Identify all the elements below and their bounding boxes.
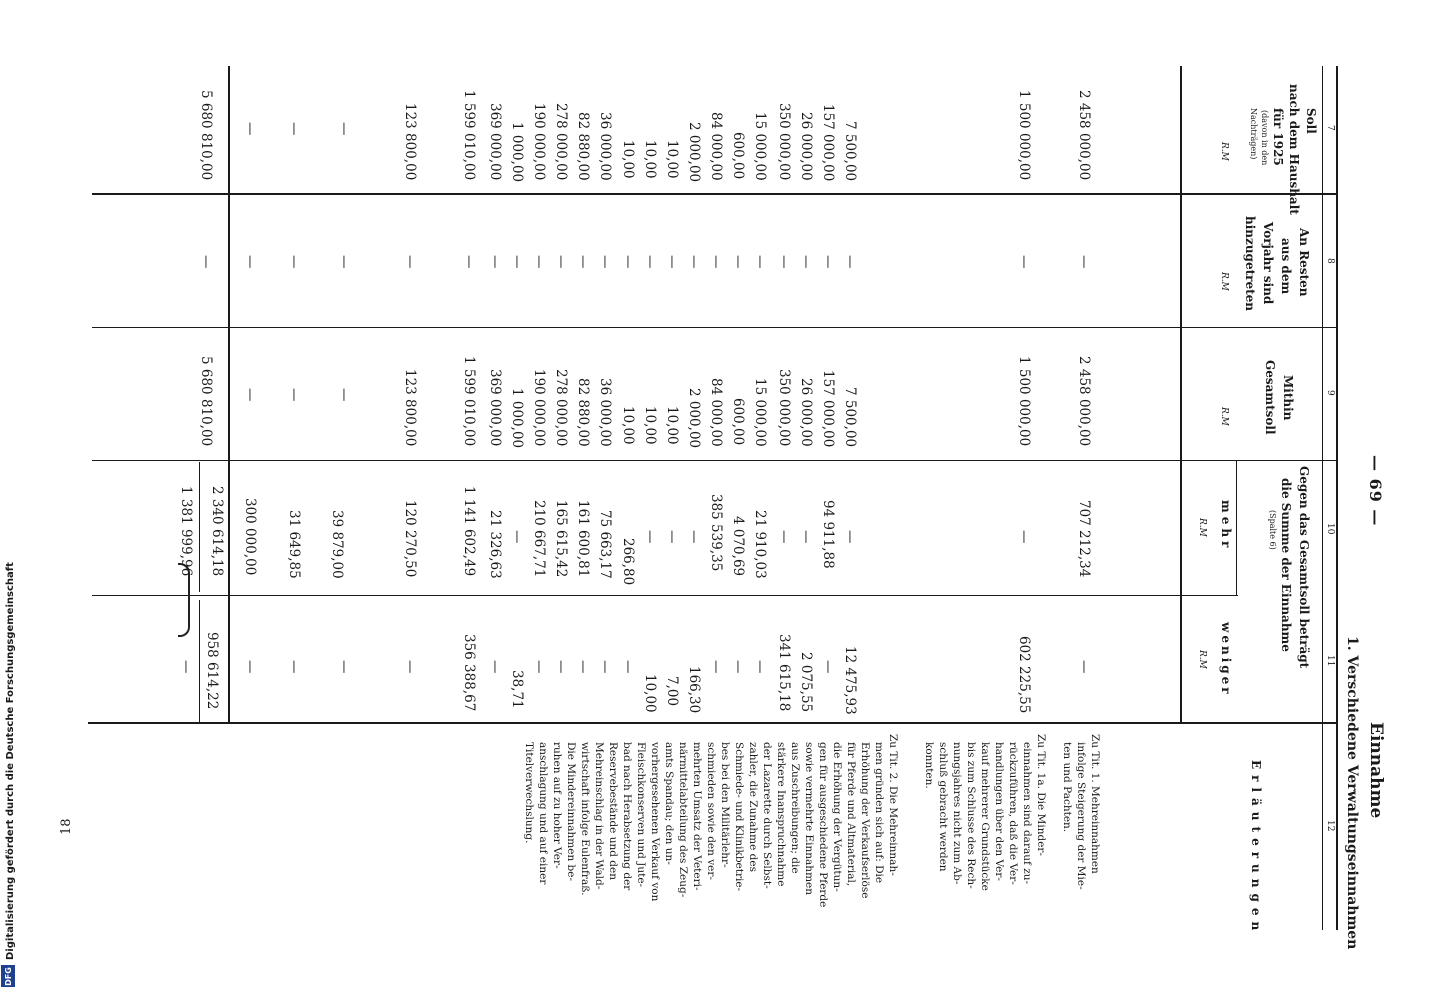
weniger-value: 38,71 — [509, 670, 525, 709]
mehr-net-balance: 1 381 999,96 — [178, 486, 194, 577]
note-line: Reservebestände und den — [607, 742, 619, 881]
col10-11-header-line-2: die Summe der Einnahme — [1279, 478, 1293, 652]
note-line: zahler, die Zunahme des — [747, 742, 759, 872]
gesamtsoll-total: 5 680 810,00 — [198, 356, 214, 447]
column-number-rule — [1322, 66, 1323, 930]
reste-value: — — [286, 255, 302, 269]
weniger-value: — — [752, 660, 768, 674]
column-number-12: 12 — [1325, 820, 1335, 832]
gesamtsoll-value: 278 000,00 — [553, 369, 569, 447]
note-line: handlungen über den Ver- — [993, 742, 1005, 881]
gesamtsoll-value: 350 000,00 — [776, 369, 792, 447]
column-rule-11-12 — [88, 722, 1338, 724]
note-line: Zu Tit. 2. Die Mehreinnah- — [887, 734, 899, 876]
col8-unit: R.M — [1219, 272, 1229, 291]
note-line: einnahmen sind darauf zu- — [1021, 742, 1033, 885]
col8-header-line-3: Vorjahr sind — [1261, 222, 1275, 305]
note-line: Titelverwechslung. — [523, 742, 535, 844]
gesamtsoll-value: 36 000,00 — [597, 378, 613, 447]
col7-unit: R.M — [1219, 142, 1229, 161]
gesamtsoll-value: 1 500 000,00 — [1016, 356, 1032, 447]
soll-value: — — [286, 122, 302, 136]
note-line: Zu Tit. 1a. Die Minder- — [1035, 734, 1047, 856]
soll-value: 26 000,00 — [798, 112, 814, 181]
mehr-value: 161 600,81 — [575, 500, 591, 578]
reste-value: — — [575, 255, 591, 269]
soll-value: 278 000,00 — [553, 103, 569, 181]
mehr-value: — — [642, 530, 658, 544]
weniger-value: — — [553, 660, 569, 674]
soll-value: — — [242, 122, 258, 136]
column-number-7: 7 — [1325, 125, 1335, 131]
reste-value: — — [336, 255, 352, 269]
soll-value: 15 000,00 — [752, 112, 768, 181]
reste-value: — — [531, 255, 547, 269]
weniger-value: — — [1076, 660, 1092, 674]
note-line: närmittelabteilung des Zeug- — [677, 742, 689, 898]
weniger-subtotal: 958 614,22 — [204, 632, 220, 710]
mehr-value: 165 615,42 — [553, 500, 569, 578]
note-line: wirtschaft infolge Eulenfraß. — [579, 742, 591, 896]
col8-header-line-2: aus dem — [1279, 238, 1293, 295]
mehr-subtotal-rule — [199, 462, 200, 592]
col8-header-line-1: An Resten — [1297, 228, 1311, 297]
soll-value: 190 000,00 — [531, 103, 547, 181]
soll-value: 123 800,00 — [402, 103, 418, 181]
reste-total: — — [198, 255, 214, 269]
note-line: bes bei den Militärlehr- — [719, 742, 731, 868]
soll-value: 10,00 — [620, 140, 636, 179]
weniger-value: — — [730, 660, 746, 674]
note-line: konnten. — [923, 742, 935, 789]
gesamtsoll-value: 7 500,00 — [842, 387, 858, 448]
soll-value: 600,00 — [730, 132, 746, 180]
column-number-9: 9 — [1325, 390, 1335, 396]
sheet-number: 18 — [59, 818, 74, 835]
reste-value: — — [1016, 255, 1032, 269]
gesamtsoll-value: 600,00 — [730, 398, 746, 446]
reste-value: — — [487, 255, 503, 269]
mehr-value: 385 539,35 — [708, 494, 724, 572]
note-line: schmieden sowie den ver- — [705, 742, 717, 880]
mehr-value: 21 326,63 — [487, 510, 503, 579]
note-line: schluß gebracht werden — [937, 742, 949, 872]
note-line: Mehreinschlag in der Wald- — [593, 742, 605, 890]
note-line: bis zum Schlusse des Rech- — [965, 742, 977, 889]
reste-value: — — [461, 255, 477, 269]
gesamtsoll-value: 84 000,00 — [708, 378, 724, 447]
note-line: Schmiede- und Klinikbetrie- — [733, 742, 745, 892]
mehr-value: 210 667,71 — [531, 500, 547, 578]
mehr-value: 39 879,00 — [329, 510, 345, 579]
section-title: Einnahme — [1366, 722, 1386, 819]
col7-header-line-5: Nachträgen) — [1249, 108, 1258, 160]
col8-header-line-4: hinzugetreten — [1243, 216, 1257, 311]
note-line: anschlagung und auf einer — [537, 742, 549, 885]
weniger-value: 12 475,93 — [842, 646, 858, 715]
weniger-value: 356 388,67 — [461, 634, 477, 712]
col9-unit: R.M — [1219, 407, 1229, 426]
col7-header-line-2: nach dem Haushalt — [1287, 84, 1301, 215]
mehr-value: — — [1016, 530, 1032, 544]
soll-total: 5 680 810,00 — [198, 90, 214, 181]
column-rule-8-9 — [92, 327, 1338, 328]
soll-value: 10,00 — [664, 140, 680, 179]
weniger-value: — — [531, 660, 547, 674]
weniger-value: — — [242, 660, 258, 674]
gesamtsoll-value: 2 000,00 — [686, 388, 702, 449]
gesamtsoll-value: 10,00 — [642, 406, 658, 445]
note-line: gen für ausgeschiedene Pferde — [817, 742, 829, 908]
mehr-value: — — [776, 530, 792, 544]
soll-value: 1 000,00 — [509, 122, 525, 183]
soll-value: 2 000,00 — [686, 122, 702, 183]
soll-value: 84 000,00 — [708, 112, 724, 181]
gesamtsoll-value: — — [286, 388, 302, 402]
note-line: nungsjahres nicht zum Ab- — [951, 742, 963, 885]
soll-value: 2 458 000,00 — [1076, 90, 1092, 181]
note-line: Erhöhung der Verkaufserlöse — [859, 742, 871, 899]
note-line: men gründen sich auf: Die — [873, 742, 885, 884]
weniger-value: 166,30 — [686, 666, 702, 714]
soll-value: 7 500,00 — [842, 121, 858, 182]
mehr-value: — — [686, 530, 702, 544]
weniger-value: 2 075,55 — [798, 652, 814, 713]
gesamtsoll-value: 157 000,00 — [820, 370, 836, 448]
gesamtsoll-value: 26 000,00 — [798, 378, 814, 447]
reste-value: — — [708, 255, 724, 269]
page-number: — 69 — — [1366, 455, 1385, 527]
weniger-value: — — [487, 660, 503, 674]
col9-header-line-2: Gesamtsoll — [1263, 360, 1277, 435]
column-rule-10-11 — [92, 595, 1238, 596]
gesamtsoll-value: 123 800,00 — [402, 369, 418, 447]
note-line: kauf mehrerer Grundstücke — [979, 742, 991, 891]
note-line: die Erhöhung der Vergütun- — [831, 742, 843, 892]
mehr-value: 300 000,00 — [242, 498, 258, 576]
soll-value: 1 500 000,00 — [1016, 90, 1032, 181]
mehr-value: 1 141 602,49 — [461, 486, 477, 577]
mehr-value: 266,80 — [620, 538, 636, 586]
reste-value: — — [402, 255, 418, 269]
weniger-value: — — [708, 660, 724, 674]
mehr-value: 75 663,17 — [597, 510, 613, 579]
reste-value: — — [1076, 255, 1092, 269]
gesamtsoll-value: 82 880,00 — [575, 378, 591, 447]
soll-value: 1 599 010,00 — [461, 90, 477, 181]
reste-value: — — [842, 255, 858, 269]
mehr-value: — — [798, 530, 814, 544]
mehr-weniger-split-rule — [1236, 460, 1237, 595]
gesamtsoll-value: 15 000,00 — [752, 378, 768, 447]
weniger-value: — — [402, 660, 418, 674]
gesamtsoll-value: — — [336, 388, 352, 402]
section-subtitle: 1. Verschiedene Verwaltungseinnahmen — [1344, 636, 1360, 950]
col11-unit: R.M — [1197, 650, 1207, 669]
weniger-value: — — [597, 660, 613, 674]
column-rule-9-10 — [92, 460, 1338, 461]
mehr-subtotal: 2 340 614,18 — [209, 486, 225, 577]
table-top-rule — [1336, 66, 1338, 930]
gesamtsoll-value: 10,00 — [620, 406, 636, 445]
reste-value: — — [642, 255, 658, 269]
mehr-value: 707 212,34 — [1076, 500, 1092, 578]
table-bottom-rule — [228, 66, 230, 724]
gesamtsoll-value: 2 458 000,00 — [1076, 356, 1092, 447]
weniger-value: — — [620, 660, 636, 674]
header-bottom-rule — [1180, 66, 1182, 724]
reste-value: — — [597, 255, 613, 269]
gesamtsoll-value: 1 599 010,00 — [461, 356, 477, 447]
note-line: ruhen auf zu hoher Ver- — [551, 742, 563, 869]
weniger-value: 602 225,55 — [1016, 636, 1032, 714]
mehr-value: — — [664, 530, 680, 544]
mehr-value: — — [509, 530, 525, 544]
dfg-logo-text: DFG — [3, 966, 13, 986]
reste-value: — — [820, 255, 836, 269]
weniger-value: — — [336, 660, 352, 674]
reste-value: — — [242, 255, 258, 269]
col12-header: Erläuterungen — [1249, 760, 1263, 937]
col10-11-header-line-3: (Spalte 6) — [1268, 510, 1277, 550]
note-line: der Lazarette durch Selbst- — [761, 742, 773, 889]
note-line: stärkere Inanspruchnahme — [775, 742, 787, 887]
gesamtsoll-value: 1 000,00 — [509, 388, 525, 449]
note-line: Die Mindereinnahmen be- — [565, 742, 577, 882]
soll-value: 82 880,00 — [575, 112, 591, 181]
reste-value: — — [798, 255, 814, 269]
mehr-value: — — [842, 530, 858, 544]
mehr-value: 31 649,85 — [286, 510, 302, 579]
note-line: ten und Pachten. — [1061, 742, 1073, 833]
soll-value: — — [336, 122, 352, 136]
col7-header-line-4: (davon in den — [1260, 110, 1269, 166]
weniger-value: 341 615,18 — [776, 634, 792, 712]
gesamtsoll-value: 10,00 — [664, 406, 680, 445]
note-line: aus Zuschreibungen; die — [789, 742, 801, 874]
dfg-logo — [1, 965, 15, 987]
mehr-value: 120 270,50 — [402, 500, 418, 578]
note-line: bad nach Herabsetzung der — [621, 742, 633, 891]
col7-header-line-3: für 1925 — [1271, 108, 1285, 166]
note-line: vorhergesehenen Verkauf von — [649, 742, 661, 902]
reste-value: — — [553, 255, 569, 269]
soll-value: 10,00 — [642, 140, 658, 179]
col7-header-line-1: Soll — [1304, 108, 1318, 134]
note-line: mehrten Umsatz der Veteri- — [691, 742, 703, 891]
soll-value: 369 000,00 — [487, 103, 503, 181]
note-line: für Pferde und Altmaterial, — [845, 742, 857, 887]
note-line: sowie vermehrte Einnahmen — [803, 742, 815, 895]
column-rule-7-8 — [92, 193, 1338, 195]
col9-header-line-1: Mithin — [1281, 375, 1295, 421]
col10-unit: R.M — [1197, 518, 1207, 537]
mehr-value: 21 910,03 — [752, 510, 768, 579]
reste-value: — — [730, 255, 746, 269]
reste-value: — — [776, 255, 792, 269]
soll-value: 157 000,00 — [820, 104, 836, 182]
weniger-subtotal-rule — [199, 600, 200, 722]
note-line: infolge Steigerung der Mie- — [1075, 742, 1087, 890]
column-number-11: 11 — [1325, 655, 1335, 667]
gesamtsoll-value: — — [242, 388, 258, 402]
weniger-value: 7,00 — [664, 676, 680, 707]
mehr-value: 4 070,69 — [730, 516, 746, 577]
col11-header: weniger — [1219, 622, 1233, 697]
note-line: Fleischkonserven und Jute- — [635, 742, 647, 888]
column-number-10: 10 — [1325, 523, 1335, 535]
mehr-value: 94 911,88 — [820, 500, 836, 569]
digitization-footer: Digitalisierung gefördert durch die Deutsche Forschungsgemeinschaft — [5, 562, 16, 960]
weniger-value: 10,00 — [642, 674, 658, 713]
reste-value: — — [620, 255, 636, 269]
note-line: rückzuführen, daß die Ver- — [1007, 742, 1019, 885]
gesamtsoll-value: 369 000,00 — [487, 369, 503, 447]
weniger-value: — — [820, 660, 836, 674]
reste-value: — — [509, 255, 525, 269]
col10-header: mehr — [1219, 500, 1233, 552]
note-line: Zu Tit. 1. Mehreinnahmen — [1089, 734, 1101, 874]
col10-11-header-line-1: Gegen das Gesamtsoll beträgt — [1297, 466, 1311, 669]
soll-value: 350 000,00 — [776, 103, 792, 181]
reste-value: — — [752, 255, 768, 269]
weniger-value: — — [575, 660, 591, 674]
reste-value: — — [686, 255, 702, 269]
reste-value: — — [664, 255, 680, 269]
weniger-net-balance: — — [178, 660, 194, 674]
note-line: amts Spandau; den un- — [663, 742, 675, 865]
soll-value: 36 000,00 — [597, 112, 613, 181]
column-number-8: 8 — [1325, 258, 1335, 264]
weniger-value: — — [286, 660, 302, 674]
gesamtsoll-value: 190 000,00 — [531, 369, 547, 447]
